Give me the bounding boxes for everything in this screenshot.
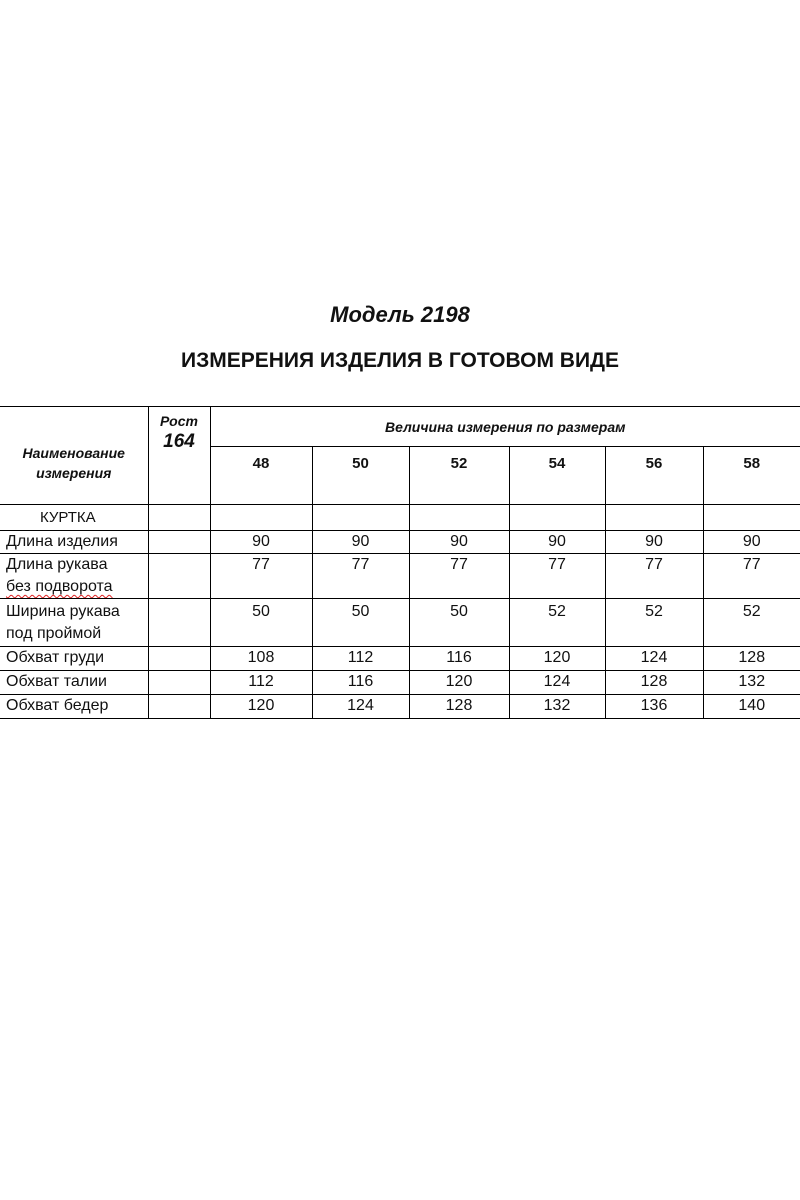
- table-cell: 116: [409, 647, 509, 671]
- table-cell: 77: [312, 554, 409, 599]
- table-cell: 128: [703, 647, 800, 671]
- table-row: [0, 554, 800, 599]
- table-cell: 50: [210, 599, 312, 647]
- section-row: [0, 505, 800, 531]
- table-cell: 90: [509, 531, 605, 554]
- table-cell: 112: [210, 671, 312, 695]
- height-label: Рост: [160, 413, 198, 429]
- table-cell: 90: [703, 531, 800, 554]
- row-label: Обхват груди: [0, 647, 148, 671]
- table-cell: 116: [312, 671, 409, 695]
- row-label-line2: без подворота: [6, 578, 113, 595]
- model-title: Модель 2198: [330, 302, 470, 327]
- table-cell: 128: [409, 695, 509, 719]
- table-cell: 90: [409, 531, 509, 554]
- row-label: Обхват бедер: [0, 695, 148, 719]
- name-header-line2: измерения: [36, 464, 112, 481]
- table-row: [0, 599, 800, 647]
- size-header: 50: [312, 447, 409, 505]
- name-header: [0, 407, 148, 505]
- table-cell: 50: [312, 599, 409, 647]
- sizes-group-header: Величина измерения по размерам: [210, 407, 800, 447]
- table-cell: 77: [605, 554, 703, 599]
- table-cell: 52: [605, 599, 703, 647]
- table-cell: 77: [409, 554, 509, 599]
- table-cell: 108: [210, 647, 312, 671]
- table-cell: 120: [409, 671, 509, 695]
- table-cell: 128: [605, 671, 703, 695]
- table-cell: 90: [210, 531, 312, 554]
- table-cell: 77: [703, 554, 800, 599]
- section-label: КУРТКА: [0, 505, 148, 531]
- row-label: [0, 599, 148, 647]
- table-cell: 90: [312, 531, 409, 554]
- size-header: 58: [703, 447, 800, 505]
- table-cell: 132: [703, 671, 800, 695]
- table-cell: 120: [509, 647, 605, 671]
- table-cell: 124: [312, 695, 409, 719]
- table-row: [0, 647, 800, 671]
- size-header: 54: [509, 447, 605, 505]
- table-cell: 90: [605, 531, 703, 554]
- row-label-line1: Длина рукава: [6, 556, 108, 573]
- table-row: [0, 671, 800, 695]
- table-cell: 77: [509, 554, 605, 599]
- row-label: Обхват талии: [0, 671, 148, 695]
- table-cell: 140: [703, 695, 800, 719]
- size-header: 52: [409, 447, 509, 505]
- row-label-line1: Ширина рукава: [6, 603, 120, 620]
- table-cell: 52: [703, 599, 800, 647]
- height-value: 164: [163, 431, 195, 452]
- table-cell: 112: [312, 647, 409, 671]
- row-label-line2: под проймой: [6, 625, 102, 642]
- table-cell: 120: [210, 695, 312, 719]
- size-header: 48: [210, 447, 312, 505]
- table-cell: 124: [509, 671, 605, 695]
- table-cell: 77: [210, 554, 312, 599]
- height-header: [148, 407, 210, 505]
- table-cell: 50: [409, 599, 509, 647]
- table-cell: 52: [509, 599, 605, 647]
- table-cell: 132: [509, 695, 605, 719]
- table-row: [0, 695, 800, 719]
- table-cell: 136: [605, 695, 703, 719]
- table-cell: 124: [605, 647, 703, 671]
- table-row: [0, 531, 800, 554]
- name-header-line1: Наименование: [22, 444, 125, 461]
- row-label: Длина изделия: [0, 531, 148, 554]
- size-header: 56: [605, 447, 703, 505]
- document-title: ИЗМЕРЕНИЯ ИЗДЕЛИЯ В ГОТОВОМ ВИДЕ: [180, 349, 620, 372]
- measurements-table: [0, 406, 800, 719]
- row-label: [0, 554, 148, 599]
